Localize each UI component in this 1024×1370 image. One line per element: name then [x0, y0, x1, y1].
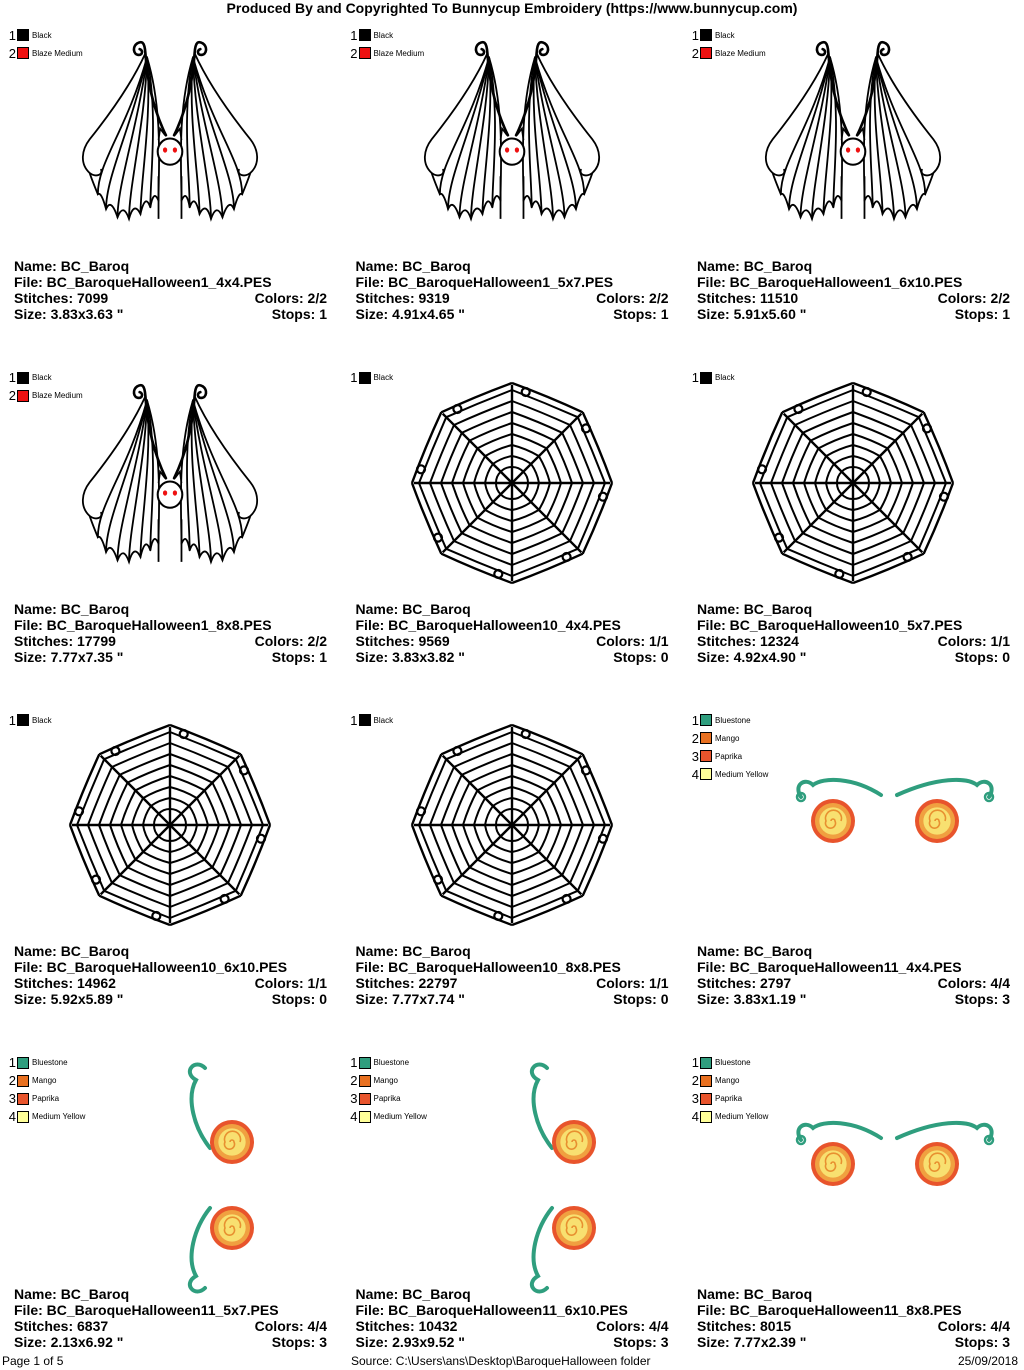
thread-legend	[348, 369, 394, 387]
source-path: Source: C:\Users\ans\Desktop\BaroqueHalloween folder	[351, 1354, 651, 1368]
design-name: Name: BC_Baroq	[697, 943, 813, 959]
design-card	[683, 0, 1024, 342]
thread-swatch	[359, 1093, 371, 1105]
thread-name: Mango	[715, 1076, 740, 1085]
design-card	[342, 1028, 683, 1370]
design-name: Name: BC_Baroq	[355, 258, 471, 274]
thread-name: Paprika	[373, 1094, 401, 1103]
design-stops: Stops: 0	[613, 648, 669, 665]
design-stitches: Stitches: 11510	[697, 290, 799, 306]
design-name: Name: BC_Baroq	[14, 943, 130, 959]
design-stitches: Stitches: 2797	[697, 975, 792, 991]
thread-legend-row	[6, 1090, 85, 1108]
design-colors: Colors: 1/1	[937, 632, 1010, 649]
thread-number: 3	[691, 1091, 699, 1106]
thread-name: Bluestone	[32, 1058, 68, 1067]
thread-number: 1	[8, 1055, 16, 1070]
thread-swatch	[17, 47, 29, 59]
design-stitches: Stitches: 12324	[697, 632, 799, 649]
design-file: File: BC_BaroqueHalloween11_4x4.PES	[697, 959, 962, 975]
thread-legend	[6, 1054, 85, 1126]
page-number: Page 1 of 5	[2, 1354, 64, 1368]
thread-number: 2	[691, 730, 699, 746]
design-card	[683, 685, 1024, 1027]
design-stops: Stops: 1	[271, 306, 327, 322]
design-name: Name: BC_Baroq	[355, 600, 471, 617]
design-stops: Stops: 0	[271, 991, 327, 1007]
design-size: Size: 4.91x4.65 "	[355, 306, 465, 322]
thread-legend	[689, 711, 768, 783]
design-stitches: Stitches: 7099	[14, 290, 109, 306]
thread-swatch	[700, 29, 712, 41]
thread-swatch	[700, 732, 712, 744]
thread-legend-row	[6, 1054, 85, 1072]
design-info	[14, 258, 327, 322]
design-stitches: Stitches: 8015	[697, 1317, 792, 1334]
design-stitches: Stitches: 9569	[355, 632, 450, 649]
thread-name: Blaze Medium	[373, 48, 425, 58]
page-footer	[0, 1354, 1024, 1370]
thread-name: Medium Yellow	[373, 1112, 427, 1121]
design-info	[356, 258, 669, 322]
thread-legend-row	[6, 1108, 85, 1126]
thread-legend-row	[689, 44, 766, 62]
thread-swatch	[359, 1057, 371, 1069]
thread-number: 2	[8, 1073, 16, 1088]
design-stops: Stops: 3	[271, 1333, 327, 1350]
thread-number: 1	[350, 370, 358, 385]
thread-number: 2	[691, 45, 699, 61]
thread-number: 1	[8, 712, 16, 728]
thread-name: Black	[32, 715, 52, 725]
thread-legend	[6, 711, 52, 729]
thread-legend	[689, 369, 735, 387]
thread-name: Black	[32, 30, 52, 40]
thread-legend-row	[689, 729, 768, 747]
thread-swatch	[700, 750, 712, 762]
design-colors: Colors: 4/4	[937, 1317, 1010, 1334]
design-file: File: BC_BaroqueHalloween10_4x4.PES	[355, 616, 621, 633]
design-size: Size: 3.83x3.82 "	[355, 648, 465, 665]
thread-swatch	[359, 47, 371, 59]
thread-legend-row	[348, 44, 425, 62]
design-stops: Stops: 1	[954, 306, 1010, 322]
thread-legend	[6, 369, 83, 405]
thread-name: Mango	[373, 1076, 398, 1085]
thread-legend-row	[6, 1072, 85, 1090]
thread-number: 4	[691, 766, 699, 782]
design-stitches: Stitches: 9319	[355, 290, 450, 306]
thread-swatch	[17, 1075, 29, 1087]
design-stitches: Stitches: 6837	[14, 1317, 109, 1334]
thread-legend-row	[689, 765, 768, 783]
thread-legend-row	[689, 1054, 768, 1072]
design-file: File: BC_BaroqueHalloween10_8x8.PES	[355, 959, 621, 975]
design-size: Size: 4.92x4.90 "	[697, 648, 807, 665]
thread-number: 1	[691, 1055, 699, 1070]
thread-number: 1	[691, 712, 699, 728]
thread-legend-row	[348, 711, 394, 729]
thread-swatch	[17, 372, 29, 384]
thread-legend-row	[6, 44, 83, 62]
thread-number: 3	[350, 1091, 358, 1106]
design-size: Size: 3.83x1.19 "	[697, 991, 807, 1007]
thread-swatch	[700, 47, 712, 59]
design-name: Name: BC_Baroq	[14, 258, 130, 274]
thread-number: 1	[350, 27, 358, 43]
thread-legend-row	[689, 1108, 768, 1126]
design-stitches: Stitches: 10432	[355, 1317, 458, 1334]
design-stitches: Stitches: 22797	[355, 975, 458, 991]
thread-name: Paprika	[715, 1094, 743, 1103]
design-card	[342, 685, 683, 1027]
thread-swatch	[359, 714, 371, 726]
thread-name: Mango	[32, 1076, 57, 1085]
thread-swatch	[17, 390, 29, 402]
thread-name: Blaze Medium	[715, 48, 766, 58]
thread-legend	[348, 1054, 427, 1126]
thread-name: Paprika	[32, 1094, 60, 1103]
thread-legend-row	[6, 26, 83, 44]
thread-name: Black	[32, 373, 52, 382]
design-info	[14, 943, 327, 1007]
design-colors: Colors: 2/2	[596, 290, 669, 306]
design-size: Size: 5.91x5.60 "	[697, 306, 807, 322]
design-info	[356, 601, 669, 665]
design-colors: Colors: 2/2	[937, 290, 1010, 306]
thread-swatch	[700, 1093, 712, 1105]
thread-name: Bluestone	[715, 715, 751, 725]
thread-legend-row	[348, 1072, 427, 1090]
design-colors: Colors: 4/4	[254, 1317, 327, 1334]
design-file: File: BC_BaroqueHalloween11_8x8.PES	[697, 1301, 962, 1318]
thread-name: Black	[373, 715, 394, 725]
design-info	[14, 601, 327, 665]
design-stitches: Stitches: 17799	[14, 632, 116, 649]
design-info	[697, 1286, 1010, 1350]
thread-legend-row	[348, 1054, 427, 1072]
thread-name: Black	[715, 373, 735, 382]
thread-swatch	[17, 1111, 29, 1123]
thread-swatch	[359, 29, 371, 41]
design-file: File: BC_BaroqueHalloween1_5x7.PES	[355, 274, 614, 290]
design-colors: Colors: 1/1	[254, 975, 327, 991]
thread-legend-row	[6, 387, 83, 405]
thread-number: 2	[691, 1073, 699, 1088]
design-name: Name: BC_Baroq	[697, 1285, 813, 1302]
design-file: File: BC_BaroqueHalloween1_8x8.PES	[14, 616, 272, 633]
design-card	[0, 685, 341, 1027]
design-card	[683, 343, 1024, 685]
thread-swatch	[17, 1093, 29, 1105]
thread-legend	[689, 26, 766, 62]
thread-swatch	[700, 1075, 712, 1087]
design-card	[342, 0, 683, 342]
thread-swatch	[700, 1057, 712, 1069]
design-card	[0, 343, 341, 685]
thread-legend-row	[689, 369, 735, 387]
thread-number: 1	[691, 370, 699, 385]
thread-swatch	[700, 768, 712, 780]
thread-name: Medium Yellow	[715, 769, 769, 779]
thread-legend-row	[689, 1072, 768, 1090]
design-info	[697, 943, 1010, 1007]
thread-name: Medium Yellow	[32, 1112, 86, 1121]
design-name: Name: BC_Baroq	[355, 943, 471, 959]
design-colors: Colors: 2/2	[254, 632, 327, 649]
thread-swatch	[359, 372, 371, 384]
thread-number: 3	[8, 1091, 16, 1106]
design-file: File: BC_BaroqueHalloween1_6x10.PES	[697, 274, 963, 290]
thread-swatch	[17, 29, 29, 41]
design-file: File: BC_BaroqueHalloween10_5x7.PES	[697, 616, 963, 633]
design-colors: Colors: 1/1	[596, 975, 669, 991]
design-name: Name: BC_Baroq	[697, 258, 813, 274]
design-file: File: BC_BaroqueHalloween10_6x10.PES	[14, 959, 288, 975]
design-info	[356, 943, 669, 1007]
thread-legend-row	[348, 1090, 427, 1108]
thread-swatch	[700, 714, 712, 726]
design-file: File: BC_BaroqueHalloween11_6x10.PES	[355, 1301, 628, 1318]
thread-name: Blaze Medium	[32, 48, 83, 58]
design-stops: Stops: 1	[613, 306, 669, 322]
design-colors: Colors: 1/1	[596, 632, 669, 649]
design-stops: Stops: 0	[613, 991, 669, 1007]
thread-legend	[6, 26, 83, 62]
thread-number: 1	[8, 370, 16, 385]
thread-name: Black	[373, 373, 394, 382]
design-size: Size: 7.77x7.35 "	[14, 648, 124, 665]
page-header: Produced By and Copyrighted To Bunnycup Embroidery (https://www.bunnycup.com)	[226, 0, 798, 16]
thread-name: Bluestone	[715, 1058, 751, 1067]
thread-number: 2	[8, 45, 16, 61]
thread-number: 1	[691, 27, 699, 43]
design-colors: Colors: 4/4	[937, 975, 1010, 991]
design-size: Size: 2.13x6.92 "	[14, 1333, 124, 1350]
thread-legend	[689, 1054, 768, 1126]
thread-number: 4	[8, 1109, 16, 1124]
design-size: Size: 5.92x5.89 "	[14, 991, 124, 1007]
thread-legend-row	[689, 26, 766, 44]
thread-legend-row	[689, 1090, 768, 1108]
thread-name: Paprika	[715, 751, 743, 761]
design-name: Name: BC_Baroq	[355, 1285, 471, 1302]
thread-name: Mango	[715, 733, 740, 743]
thread-legend-row	[348, 26, 425, 44]
design-file: File: BC_BaroqueHalloween11_5x7.PES	[14, 1301, 279, 1318]
design-stops: Stops: 1	[271, 648, 327, 665]
design-card	[0, 0, 341, 342]
thread-swatch	[700, 1111, 712, 1123]
thread-legend-row	[348, 1108, 427, 1126]
design-stops: Stops: 3	[954, 1333, 1010, 1350]
thread-name: Black	[373, 30, 394, 40]
thread-number: 1	[8, 27, 16, 43]
thread-swatch	[359, 1111, 371, 1123]
thread-number: 1	[350, 712, 358, 728]
design-size: Size: 3.83x3.63 "	[14, 306, 124, 322]
design-card	[342, 343, 683, 685]
design-stops: Stops: 3	[954, 991, 1010, 1007]
design-stitches: Stitches: 14962	[14, 975, 116, 991]
thread-number: 4	[350, 1109, 358, 1124]
design-info	[356, 1286, 669, 1350]
thread-swatch	[359, 1075, 371, 1087]
thread-number: 2	[350, 1073, 358, 1088]
thread-name: Bluestone	[373, 1058, 410, 1067]
thread-swatch	[17, 714, 29, 726]
thread-number: 2	[8, 388, 16, 403]
thread-legend-row	[6, 711, 52, 729]
design-colors: Colors: 2/2	[254, 290, 327, 306]
thread-legend	[348, 711, 394, 729]
design-card	[0, 1028, 341, 1370]
thread-swatch	[17, 1057, 29, 1069]
thread-legend-row	[689, 711, 768, 729]
thread-number: 2	[350, 45, 358, 61]
design-file: File: BC_BaroqueHalloween1_4x4.PES	[14, 274, 272, 290]
print-date: 25/09/2018	[957, 1354, 1018, 1368]
thread-number: 3	[691, 748, 699, 764]
design-name: Name: BC_Baroq	[14, 1285, 130, 1302]
design-info	[14, 1286, 327, 1350]
design-stops: Stops: 0	[954, 648, 1010, 665]
thread-name: Blaze Medium	[32, 391, 83, 400]
design-colors: Colors: 4/4	[596, 1317, 669, 1334]
design-size: Size: 7.77x2.39 "	[697, 1333, 807, 1350]
design-name: Name: BC_Baroq	[14, 600, 130, 617]
thread-swatch	[700, 372, 712, 384]
thread-number: 1	[350, 1055, 358, 1070]
thread-number: 4	[691, 1109, 699, 1124]
thread-name: Medium Yellow	[715, 1112, 769, 1121]
design-name: Name: BC_Baroq	[697, 600, 813, 617]
design-card	[683, 1028, 1024, 1370]
thread-legend-row	[689, 747, 768, 765]
design-info	[697, 258, 1010, 322]
thread-legend	[348, 26, 425, 62]
design-info	[697, 601, 1010, 665]
thread-legend-row	[348, 369, 394, 387]
design-size: Size: 7.77x7.74 "	[355, 991, 465, 1007]
thread-legend-row	[6, 369, 83, 387]
design-stops: Stops: 3	[613, 1333, 669, 1350]
thread-name: Black	[715, 30, 735, 40]
design-size: Size: 2.93x9.52 "	[355, 1333, 465, 1350]
